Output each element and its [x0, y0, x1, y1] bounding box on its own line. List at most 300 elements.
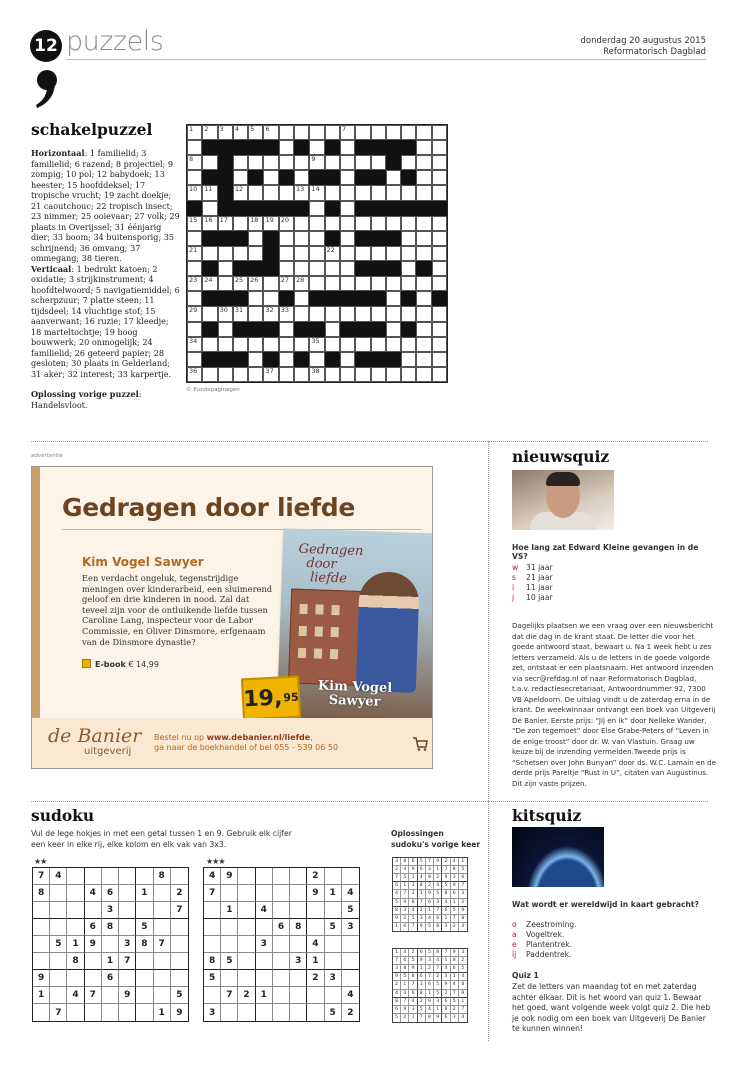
- crossword-cell[interactable]: [371, 216, 386, 231]
- sudoku-cell[interactable]: [119, 970, 136, 987]
- crossword-cell[interactable]: [386, 306, 401, 321]
- crossword-cell[interactable]: [340, 201, 355, 216]
- crossword-cell[interactable]: 14: [309, 185, 324, 200]
- crossword-cell[interactable]: [416, 337, 431, 352]
- sudoku-cell[interactable]: [307, 919, 324, 936]
- crossword-cell[interactable]: [401, 306, 416, 321]
- crossword-cell[interactable]: 33: [279, 306, 294, 321]
- sudoku-cell[interactable]: [119, 868, 136, 885]
- sudoku-cell[interactable]: [204, 919, 221, 936]
- crossword-cell[interactable]: [416, 216, 431, 231]
- sudoku-cell[interactable]: [171, 953, 188, 970]
- crossword-cell[interactable]: [432, 337, 447, 352]
- crossword-cell[interactable]: [187, 352, 202, 367]
- crossword-cell[interactable]: [386, 337, 401, 352]
- crossword-cell[interactable]: [309, 352, 324, 367]
- crossword-cell[interactable]: [218, 261, 233, 276]
- crossword-cell[interactable]: [263, 337, 278, 352]
- sudoku-cell[interactable]: [67, 902, 84, 919]
- crossword-cell[interactable]: 30: [218, 306, 233, 321]
- crossword-cell[interactable]: [432, 231, 447, 246]
- advertisement[interactable]: [31, 466, 433, 769]
- sudoku-cell[interactable]: [33, 902, 50, 919]
- sudoku-cell[interactable]: [221, 885, 238, 902]
- crossword-cell[interactable]: [294, 231, 309, 246]
- sudoku-cell[interactable]: [50, 919, 67, 936]
- crossword-cell[interactable]: [432, 140, 447, 155]
- crossword-cell[interactable]: [279, 140, 294, 155]
- crossword-cell[interactable]: [325, 125, 340, 140]
- sudoku-cell[interactable]: [325, 936, 342, 953]
- sudoku-cell[interactable]: [238, 902, 255, 919]
- crossword-cell[interactable]: [279, 231, 294, 246]
- crossword-cell[interactable]: 18: [248, 216, 263, 231]
- sudoku-cell[interactable]: [67, 885, 84, 902]
- sudoku-cell[interactable]: [102, 987, 119, 1004]
- crossword-cell[interactable]: [340, 185, 355, 200]
- sudoku-cell[interactable]: [204, 936, 221, 953]
- crossword-cell[interactable]: [340, 261, 355, 276]
- crossword-cell[interactable]: [355, 367, 370, 382]
- sudoku-cell[interactable]: [33, 936, 50, 953]
- crossword-cell[interactable]: [432, 276, 447, 291]
- crossword-cell[interactable]: [325, 306, 340, 321]
- crossword-cell[interactable]: [416, 185, 431, 200]
- sudoku-cell[interactable]: [136, 868, 153, 885]
- sudoku-cell[interactable]: [102, 936, 119, 953]
- sudoku-cell[interactable]: [290, 885, 307, 902]
- sudoku-cell[interactable]: [50, 987, 67, 1004]
- sudoku-cell[interactable]: [221, 1004, 238, 1021]
- sudoku-cell[interactable]: [136, 987, 153, 1004]
- crossword-cell[interactable]: [340, 170, 355, 185]
- crossword-cell[interactable]: [416, 170, 431, 185]
- sudoku-cell[interactable]: [119, 902, 136, 919]
- sudoku-cell[interactable]: [50, 902, 67, 919]
- crossword-cell[interactable]: [279, 352, 294, 367]
- crossword-cell[interactable]: [401, 337, 416, 352]
- sudoku-cell[interactable]: [307, 987, 324, 1004]
- sudoku-cell[interactable]: [273, 868, 290, 885]
- crossword-cell[interactable]: [263, 276, 278, 291]
- crossword-cell[interactable]: [416, 140, 431, 155]
- crossword-cell[interactable]: [416, 246, 431, 261]
- crossword-cell[interactable]: [432, 352, 447, 367]
- crossword-cell[interactable]: [279, 322, 294, 337]
- crossword-cell[interactable]: [218, 276, 233, 291]
- sudoku-cell[interactable]: [256, 953, 273, 970]
- sudoku-cell[interactable]: [273, 902, 290, 919]
- crossword-cell[interactable]: [386, 322, 401, 337]
- crossword-cell[interactable]: [355, 216, 370, 231]
- sudoku-cell[interactable]: [67, 1004, 84, 1021]
- sudoku-cell[interactable]: [102, 868, 119, 885]
- crossword-cell[interactable]: [294, 367, 309, 382]
- crossword-cell[interactable]: [309, 140, 324, 155]
- sudoku-cell[interactable]: [204, 987, 221, 1004]
- crossword-cell[interactable]: [386, 276, 401, 291]
- crossword-cell[interactable]: [386, 291, 401, 306]
- crossword-cell[interactable]: [432, 155, 447, 170]
- crossword-cell[interactable]: 37: [263, 367, 278, 382]
- crossword-cell[interactable]: [401, 125, 416, 140]
- crossword-cell[interactable]: [340, 216, 355, 231]
- crossword-cell[interactable]: 13: [294, 185, 309, 200]
- crossword-cell[interactable]: [432, 216, 447, 231]
- crossword-cell[interactable]: [233, 367, 248, 382]
- crossword-cell[interactable]: [263, 185, 278, 200]
- crossword-cell[interactable]: [248, 352, 263, 367]
- crossword-cell[interactable]: 27: [279, 276, 294, 291]
- crossword-cell[interactable]: [401, 216, 416, 231]
- crossword-cell[interactable]: [416, 367, 431, 382]
- crossword-cell[interactable]: 20: [279, 216, 294, 231]
- crossword-cell[interactable]: [401, 352, 416, 367]
- sudoku-cell[interactable]: [238, 1004, 255, 1021]
- crossword-cell[interactable]: [248, 337, 263, 352]
- sudoku-cell[interactable]: [85, 953, 102, 970]
- crossword-cell[interactable]: 19: [263, 216, 278, 231]
- crossword-cell[interactable]: [294, 291, 309, 306]
- crossword-cell[interactable]: [355, 185, 370, 200]
- crossword-cell[interactable]: [294, 155, 309, 170]
- crossword-cell[interactable]: [416, 125, 431, 140]
- crossword-cell[interactable]: [355, 155, 370, 170]
- sudoku-grid-1[interactable]: [32, 867, 189, 1022]
- sudoku-cell[interactable]: [325, 953, 342, 970]
- sudoku-cell[interactable]: [171, 936, 188, 953]
- sudoku-cell[interactable]: [119, 919, 136, 936]
- crossword-cell[interactable]: [187, 322, 202, 337]
- crossword-cell[interactable]: [279, 185, 294, 200]
- crossword-cell[interactable]: [371, 367, 386, 382]
- sudoku-cell[interactable]: [342, 936, 359, 953]
- order-url[interactable]: www.debanier.nl/liefde: [206, 733, 311, 742]
- crossword-cell[interactable]: 26: [248, 276, 263, 291]
- sudoku-cell[interactable]: [290, 902, 307, 919]
- sudoku-cell[interactable]: [256, 1004, 273, 1021]
- crossword-cell[interactable]: 2: [202, 125, 217, 140]
- sudoku-cell[interactable]: [342, 970, 359, 987]
- crossword-cell[interactable]: [371, 125, 386, 140]
- crossword-cell[interactable]: [355, 246, 370, 261]
- crossword-cell[interactable]: [340, 367, 355, 382]
- sudoku-cell[interactable]: [154, 970, 171, 987]
- crossword-cell[interactable]: [294, 125, 309, 140]
- crossword-cell[interactable]: [401, 246, 416, 261]
- crossword-cell[interactable]: [340, 352, 355, 367]
- crossword-cell[interactable]: [371, 185, 386, 200]
- sudoku-cell[interactable]: [50, 953, 67, 970]
- sudoku-cell[interactable]: [136, 1004, 153, 1021]
- crossword-cell[interactable]: [325, 261, 340, 276]
- crossword-cell[interactable]: [187, 261, 202, 276]
- crossword-cell[interactable]: [202, 155, 217, 170]
- sudoku-cell[interactable]: [171, 970, 188, 987]
- sudoku-cell[interactable]: [204, 902, 221, 919]
- crossword-cell[interactable]: [202, 367, 217, 382]
- sudoku-cell[interactable]: [273, 1004, 290, 1021]
- crossword-cell[interactable]: [386, 216, 401, 231]
- crossword-cell[interactable]: [340, 246, 355, 261]
- crossword-cell[interactable]: [233, 155, 248, 170]
- crossword-cell[interactable]: [325, 337, 340, 352]
- crossword-cell[interactable]: 34: [187, 337, 202, 352]
- crossword-cell[interactable]: [248, 185, 263, 200]
- sudoku-cell[interactable]: [50, 885, 67, 902]
- crossword-cell[interactable]: [294, 261, 309, 276]
- sudoku-cell[interactable]: [119, 885, 136, 902]
- crossword-cell[interactable]: [386, 125, 401, 140]
- crossword-cell[interactable]: [401, 261, 416, 276]
- crossword-cell[interactable]: 8: [187, 155, 202, 170]
- crossword-cell[interactable]: [340, 276, 355, 291]
- sudoku-cell[interactable]: [273, 970, 290, 987]
- crossword-cell[interactable]: 32: [263, 306, 278, 321]
- sudoku-cell[interactable]: [221, 936, 238, 953]
- crossword-cell[interactable]: [416, 231, 431, 246]
- sudoku-cell[interactable]: [102, 1004, 119, 1021]
- crossword-cell[interactable]: 9: [309, 155, 324, 170]
- sudoku-cell[interactable]: [342, 953, 359, 970]
- crossword-cell[interactable]: [248, 155, 263, 170]
- crossword-cell[interactable]: [416, 291, 431, 306]
- crossword-cell[interactable]: [294, 337, 309, 352]
- sudoku-cell[interactable]: [119, 1004, 136, 1021]
- sudoku-cell[interactable]: [171, 919, 188, 936]
- crossword-cell[interactable]: [233, 216, 248, 231]
- crossword-cell[interactable]: [233, 337, 248, 352]
- crossword-cell[interactable]: [309, 306, 324, 321]
- sudoku-cell[interactable]: [154, 987, 171, 1004]
- sudoku-cell[interactable]: [50, 970, 67, 987]
- sudoku-cell[interactable]: [33, 1004, 50, 1021]
- crossword-cell[interactable]: [401, 155, 416, 170]
- crossword-cell[interactable]: [432, 170, 447, 185]
- sudoku-cell[interactable]: [238, 953, 255, 970]
- crossword-cell[interactable]: [371, 155, 386, 170]
- crossword-cell[interactable]: [263, 291, 278, 306]
- crossword-cell[interactable]: [218, 367, 233, 382]
- crossword-cell[interactable]: [340, 140, 355, 155]
- crossword-cell[interactable]: [263, 170, 278, 185]
- sudoku-cell[interactable]: [307, 902, 324, 919]
- crossword-cell[interactable]: [218, 246, 233, 261]
- sudoku-cell[interactable]: [33, 919, 50, 936]
- sudoku-cell[interactable]: [221, 970, 238, 987]
- crossword-cell[interactable]: 21: [187, 246, 202, 261]
- sudoku-cell[interactable]: [136, 970, 153, 987]
- sudoku-cell[interactable]: [85, 868, 102, 885]
- crossword-cell[interactable]: [248, 291, 263, 306]
- sudoku-cell[interactable]: [273, 885, 290, 902]
- crossword-cell[interactable]: [279, 337, 294, 352]
- crossword-cell[interactable]: [371, 276, 386, 291]
- crossword-cell[interactable]: [325, 216, 340, 231]
- crossword-cell[interactable]: [187, 291, 202, 306]
- crossword-cell[interactable]: [202, 201, 217, 216]
- crossword-cell[interactable]: [401, 367, 416, 382]
- crossword-cell[interactable]: [294, 246, 309, 261]
- sudoku-cell[interactable]: [238, 919, 255, 936]
- crossword-cell[interactable]: 29: [187, 306, 202, 321]
- crossword-cell[interactable]: [309, 261, 324, 276]
- crossword-cell[interactable]: [233, 246, 248, 261]
- crossword-cell[interactable]: [279, 155, 294, 170]
- crossword-cell[interactable]: [248, 231, 263, 246]
- crossword-cell[interactable]: [187, 170, 202, 185]
- crossword-cell[interactable]: 35: [309, 337, 324, 352]
- crossword-cell[interactable]: [432, 367, 447, 382]
- sudoku-cell[interactable]: [67, 868, 84, 885]
- crossword-cell[interactable]: [401, 185, 416, 200]
- crossword-cell[interactable]: [325, 276, 340, 291]
- crossword-cell[interactable]: [416, 352, 431, 367]
- crossword-cell[interactable]: [294, 170, 309, 185]
- crossword-cell[interactable]: [263, 155, 278, 170]
- crossword-cell[interactable]: [371, 246, 386, 261]
- crossword-cell[interactable]: 10: [187, 185, 202, 200]
- sudoku-cell[interactable]: [325, 902, 342, 919]
- crossword-cell[interactable]: [386, 367, 401, 382]
- crossword-cell[interactable]: [325, 155, 340, 170]
- crossword-cell[interactable]: 36: [187, 367, 202, 382]
- crossword-cell[interactable]: 3: [218, 125, 233, 140]
- sudoku-cell[interactable]: [154, 953, 171, 970]
- sudoku-cell[interactable]: [154, 902, 171, 919]
- crossword-cell[interactable]: 11: [202, 185, 217, 200]
- sudoku-cell[interactable]: [290, 970, 307, 987]
- crossword-cell[interactable]: 12: [233, 185, 248, 200]
- crossword-cell[interactable]: [432, 185, 447, 200]
- crossword-cell[interactable]: [279, 125, 294, 140]
- sudoku-cell[interactable]: [290, 868, 307, 885]
- crossword-cell[interactable]: [187, 140, 202, 155]
- crossword-cell[interactable]: 28: [294, 276, 309, 291]
- crossword-cell[interactable]: [309, 201, 324, 216]
- crossword-cell[interactable]: [401, 276, 416, 291]
- sudoku-cell[interactable]: [325, 987, 342, 1004]
- sudoku-cell[interactable]: [171, 868, 188, 885]
- sudoku-cell[interactable]: [256, 868, 273, 885]
- crossword-cell[interactable]: [279, 246, 294, 261]
- crossword-cell[interactable]: [309, 246, 324, 261]
- crossword-cell[interactable]: [386, 185, 401, 200]
- sudoku-cell[interactable]: [67, 919, 84, 936]
- sudoku-cell[interactable]: [256, 970, 273, 987]
- crossword-cell[interactable]: [202, 306, 217, 321]
- crossword-cell[interactable]: 31: [233, 306, 248, 321]
- sudoku-grid-2[interactable]: [203, 867, 360, 1022]
- crossword-cell[interactable]: [294, 306, 309, 321]
- crossword-cell[interactable]: [340, 337, 355, 352]
- crossword-cell[interactable]: 17: [218, 216, 233, 231]
- crossword-cell[interactable]: [248, 306, 263, 321]
- sudoku-cell[interactable]: [85, 902, 102, 919]
- sudoku-cell[interactable]: [136, 902, 153, 919]
- sudoku-cell[interactable]: [273, 953, 290, 970]
- crossword-cell[interactable]: [432, 246, 447, 261]
- crossword-cell[interactable]: [386, 246, 401, 261]
- sudoku-cell[interactable]: [67, 970, 84, 987]
- crossword-grid[interactable]: [186, 124, 448, 383]
- crossword-cell[interactable]: [355, 276, 370, 291]
- crossword-cell[interactable]: [309, 125, 324, 140]
- sudoku-cell[interactable]: [136, 953, 153, 970]
- crossword-cell[interactable]: [355, 337, 370, 352]
- sudoku-cell[interactable]: [256, 919, 273, 936]
- crossword-cell[interactable]: [187, 231, 202, 246]
- crossword-cell[interactable]: 4: [233, 125, 248, 140]
- crossword-cell[interactable]: [325, 322, 340, 337]
- crossword-cell[interactable]: [340, 306, 355, 321]
- crossword-cell[interactable]: [371, 306, 386, 321]
- sudoku-cell[interactable]: [290, 1004, 307, 1021]
- crossword-cell[interactable]: [340, 231, 355, 246]
- sudoku-cell[interactable]: [290, 936, 307, 953]
- crossword-cell[interactable]: 22: [325, 246, 340, 261]
- sudoku-cell[interactable]: [256, 885, 273, 902]
- crossword-cell[interactable]: [432, 322, 447, 337]
- crossword-cell[interactable]: [218, 322, 233, 337]
- crossword-cell[interactable]: [248, 367, 263, 382]
- crossword-cell[interactable]: [309, 231, 324, 246]
- crossword-cell[interactable]: [279, 367, 294, 382]
- sudoku-cell[interactable]: [307, 1004, 324, 1021]
- crossword-cell[interactable]: [325, 185, 340, 200]
- ad-order-info[interactable]: Bestel nu op www.debanier.nl/liefde, ga naar de boekhandel of bel 055 - 539 06 50: [154, 733, 339, 752]
- crossword-cell[interactable]: [416, 322, 431, 337]
- crossword-cell[interactable]: 7: [340, 125, 355, 140]
- crossword-cell[interactable]: [294, 216, 309, 231]
- crossword-cell[interactable]: [416, 306, 431, 321]
- crossword-cell[interactable]: [340, 155, 355, 170]
- sudoku-cell[interactable]: [290, 987, 307, 1004]
- crossword-cell[interactable]: 23: [187, 276, 202, 291]
- crossword-cell[interactable]: 25: [233, 276, 248, 291]
- crossword-cell[interactable]: [233, 170, 248, 185]
- crossword-cell[interactable]: 5: [248, 125, 263, 140]
- crossword-cell[interactable]: 38: [309, 367, 324, 382]
- crossword-cell[interactable]: [202, 246, 217, 261]
- crossword-cell[interactable]: 15: [187, 216, 202, 231]
- crossword-cell[interactable]: [218, 337, 233, 352]
- sudoku-cell[interactable]: [325, 868, 342, 885]
- crossword-cell[interactable]: 1: [187, 125, 202, 140]
- crossword-cell[interactable]: [325, 367, 340, 382]
- crossword-cell[interactable]: [309, 276, 324, 291]
- sudoku-cell[interactable]: [85, 1004, 102, 1021]
- sudoku-cell[interactable]: [273, 936, 290, 953]
- crossword-cell[interactable]: [432, 306, 447, 321]
- crossword-cell[interactable]: [355, 125, 370, 140]
- crossword-cell[interactable]: [309, 216, 324, 231]
- sudoku-cell[interactable]: [85, 970, 102, 987]
- sudoku-cell[interactable]: [154, 919, 171, 936]
- crossword-cell[interactable]: [202, 337, 217, 352]
- sudoku-cell[interactable]: [273, 987, 290, 1004]
- crossword-cell[interactable]: [416, 276, 431, 291]
- sudoku-cell[interactable]: [238, 936, 255, 953]
- sudoku-cell[interactable]: [33, 953, 50, 970]
- crossword-cell[interactable]: 6: [263, 125, 278, 140]
- crossword-cell[interactable]: [401, 231, 416, 246]
- crossword-cell[interactable]: [432, 261, 447, 276]
- crossword-cell[interactable]: 24: [202, 276, 217, 291]
- crossword-cell[interactable]: [248, 246, 263, 261]
- crossword-cell[interactable]: [355, 306, 370, 321]
- crossword-cell[interactable]: [371, 337, 386, 352]
